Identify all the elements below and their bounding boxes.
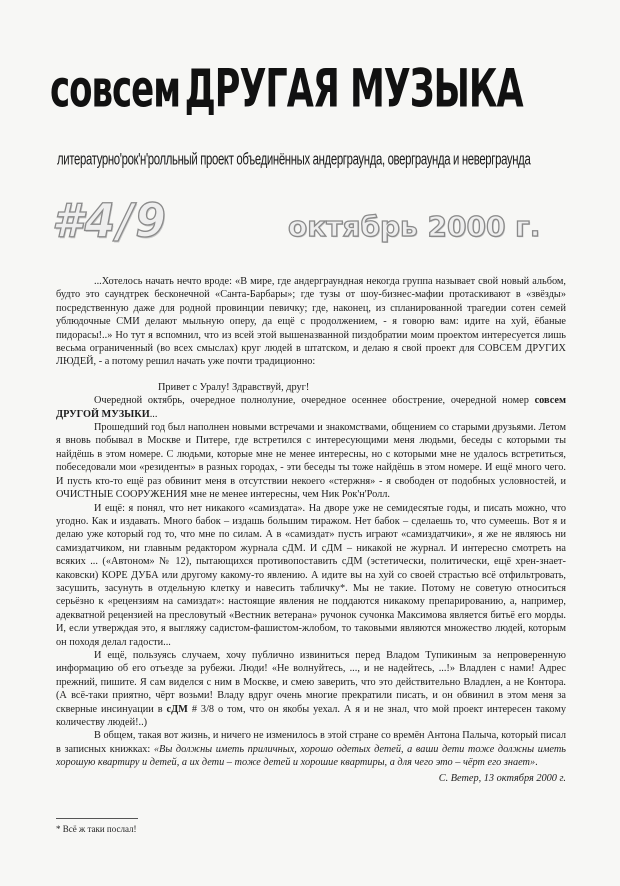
title-lower: совсем (50, 60, 181, 120)
magazine-abbrev: сДМ (166, 703, 188, 715)
issue-date: октябрь 2000 г. (288, 210, 541, 243)
paragraph-apology-text: И ещё, пользуясь случаем, хочу публично извиниться перед Владом Тупикиным за непроверенную информацию об его отъезде за рубежи. Люди! «Не волнуйтесь, ..., и не надейтесь, ...!» Владлен с нами! Адрес прежний, пишите. Я сам виделся с ним в Москве, и смею заверить, что это действительно Владлен, а не Контора. (А всё-таки приятно, чёрт возьми! Владу вдруг очень многие прекратили писать, и он обвинил в этом меня за скверные инсинуации в (56, 649, 566, 715)
paragraph-greeting: Привет с Уралу! Здравствуй, друг! (158, 381, 310, 393)
signature: С. Ветер, 13 октября 2000 г. (438, 772, 566, 784)
paragraph-intro: ...Хотелось начать нечто вроде: «В мире, где андерграундная некогда группа называет свой новый альбом, будто это саундтрек бесконечной «Санта-Барбары»; где тузы от шоу-бизнес-мафии протаскивают в «звёзды» посредственную даже для родной провинции певичку; где, наконец, из спланированной трагедии сотен семей ублюдочные СМИ делают мыльную оперу, да ещё с продолжением, - я говорю вам: идите на хуй, ёбаные пидорасы!..» Но тут я вспомнил, что из всей этой вышеназванной пиздобратии моим проектом интересуется лишь весьма ограниченный (во всех смыслах) круг людей в штатском, и делаю я свой проект для СОВСЕМ ДРУГИХ ЛЮДЕЙ, - а потому решил начать уже почти традиционно: (56, 276, 566, 368)
paragraph-apology (56, 649, 566, 729)
paragraph-samizdat: И ещё: я понял, что нет никакого «самиздата». На дворе уже не семидесятые годы, и писать можно, что угодно. Как и издавать. Много бабок – издашь большим тиражом. Нет бабок – сделаешь то, что сумеешь. Вот я и делаю уже который год то, что мне по силам. А в «самиздат» пусть играют «самиздатчики», я же не являюсь ни самиздатчиком, ни главным редактором журнала сДМ. И сДМ – никакой не журнал. И интересно смотреть на всяких ... («Автоном» № 12), пытающихся противопоставить сДМ (эстетически, политически, ещё хрен-знает-каковски) КОРЕ ДУБА или другому какому-то явлению. А идите вы на хуй со своей страстью всё отфильтровать, засушить, засунуть в отдельную клетку и навесить табличку*. Мы не такие. Потому не советую относиться серьёзно к «рецензиям на самиздат»: настоящие явления не поддаются никакому препарированию, а, например, адекватной рецензией на пресловутый «Вестник ветерана» ручонок сучонка Максимова является битьё его морды. И, если утверждая это, я выгляжу садистом-фашистом-жлобом, то таковыми являются множество людей, которым он походя делал гадости... (56, 502, 566, 648)
masthead-title (50, 60, 570, 120)
paragraph-issue-intro-text: Очередной октябрь, очередное полнолуние, очередное осеннее обострение, очередной номер (94, 395, 535, 407)
paragraph-year-review: Прошедший год был наполнен новыми встречами и знакомствами, общением со старыми друзьями. Летом я вновь побывал в Москве и Питере, где встретился с интересующими меня людьми, беседы с которыми ты найдёшь в этом номере. С людьми, которые мне не менее интересны, но с которыми мне не удалось встретиться, побеседовали мои «резиденты» в разных городах, - эти беседы ты тоже найдёшь в этом номере. И ещё много чего. И пусть кто-то ещё раз обвинит меня в отсутствии некоего «стержня» - я свободен от подобных условностей, и ОЧИСТНЫЕ СООРУЖЕНИЯ мне не менее интересны, чем Ник Рок'н'Ролл. (56, 422, 566, 501)
paragraph-issue-intro-end: ... (149, 408, 158, 420)
paragraph-issue-intro (56, 394, 566, 421)
paragraph-closing-end: . (535, 757, 538, 769)
paragraph-closing-text: В общем, такая вот жизнь, и ничего не изменилось в этой стране со времён Антона Палыча, который писал в записных книжках: (56, 730, 566, 755)
chekhov-quote: «Вы должны иметь приличных, хорошо одетых детей, а ваши дети тоже должны иметь хорошую квартиру и детей, а их дети – тоже детей и хорошие квартиры, а для чего это – чёрт его знает» (56, 743, 566, 769)
article-body (56, 275, 566, 785)
paragraph-apology-end: # 3/8 о том, что он якобы уехал. А я и не знал, что мой проект интересен такому количеству людей!..) (56, 703, 566, 728)
issue-number: #4/9 (52, 194, 168, 249)
masthead-subtitle: литературно'рок'н'ролльный проект объединённых андерграунда, оверграунда и неверграунда (57, 150, 531, 169)
title-upper: ДРУГАЯ МУЗЫКА (184, 60, 523, 120)
magazine-name: совсем ДРУГОЙ МУЗЫКИ (56, 395, 566, 420)
footnote: * Всё ж таки послал! (56, 824, 137, 834)
footnote-rule (56, 818, 138, 819)
paragraph-closing (56, 729, 566, 769)
